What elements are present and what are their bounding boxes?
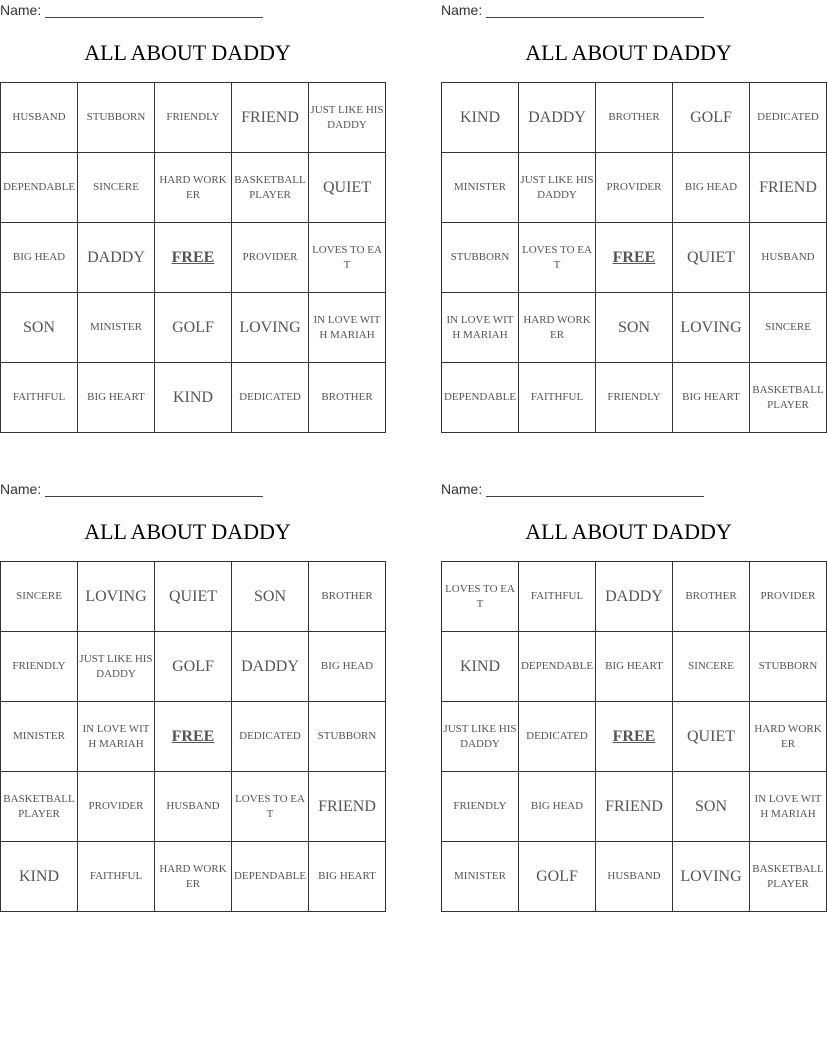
name-label: Name: xyxy=(0,481,42,497)
grid-row xyxy=(442,632,827,702)
bingo-cell[interactable]: FRIENDLY xyxy=(1,632,78,702)
bingo-cell[interactable]: BROTHER xyxy=(596,83,673,153)
bingo-grid xyxy=(441,561,827,912)
grid-row xyxy=(442,363,827,433)
bingo-cell[interactable]: SINCERE xyxy=(750,293,827,363)
name-underline xyxy=(45,482,263,497)
grid-row xyxy=(1,83,386,153)
grid-row xyxy=(442,83,827,153)
bingo-cell[interactable]: HUSBAND xyxy=(596,842,673,912)
bingo-cell[interactable]: FAITHFUL xyxy=(78,842,155,912)
bingo-cell[interactable]: SINCERE xyxy=(78,153,155,223)
bingo-cell[interactable]: DEPENDABLE xyxy=(1,153,78,223)
bingo-cell[interactable]: FAITHFUL xyxy=(519,562,596,632)
bingo-cell[interactable]: SON xyxy=(1,293,78,363)
bingo-cell[interactable]: LOVING xyxy=(673,842,750,912)
bingo-cell[interactable]: DADDY xyxy=(78,223,155,293)
bingo-cell[interactable]: BASKETBALL PLAYER xyxy=(750,363,827,433)
grid-row xyxy=(1,842,386,912)
bingo-cell[interactable]: MINISTER xyxy=(78,293,155,363)
bingo-cell[interactable]: QUIET xyxy=(155,562,232,632)
bingo-cell[interactable]: SON xyxy=(232,562,309,632)
bingo-cell[interactable]: FRIENDLY xyxy=(596,363,673,433)
bingo-cell[interactable]: KIND xyxy=(155,363,232,433)
bingo-cell[interactable]: BIG HEART xyxy=(673,363,750,433)
bingo-cell[interactable]: LOVES TO EAT xyxy=(232,772,309,842)
bingo-cell[interactable]: DEPENDABLE xyxy=(519,632,596,702)
bingo-grid xyxy=(441,82,827,433)
bingo-cell[interactable]: IN LOVE WITH MARIAH xyxy=(750,772,827,842)
bingo-cell[interactable]: GOLF xyxy=(155,632,232,702)
name-underline xyxy=(486,482,704,497)
bingo-cell[interactable]: STUBBORN xyxy=(78,83,155,153)
grid-row xyxy=(442,153,827,223)
bingo-cell[interactable]: DADDY xyxy=(519,83,596,153)
name-underline xyxy=(45,3,263,18)
bingo-cell[interactable]: PROVIDER xyxy=(750,562,827,632)
bingo-cell[interactable]: GOLF xyxy=(673,83,750,153)
name-label: Name: xyxy=(441,481,483,497)
bingo-cell[interactable]: LOVES TO EAT xyxy=(309,223,386,293)
name-field[interactable] xyxy=(0,481,263,497)
bingo-cell[interactable]: DEDICATED xyxy=(232,363,309,433)
bingo-cell[interactable]: LOVING xyxy=(673,293,750,363)
bingo-cell[interactable]: DEDICATED xyxy=(232,702,309,772)
name-field[interactable] xyxy=(0,2,263,18)
bingo-cell[interactable]: DEPENDABLE xyxy=(232,842,309,912)
bingo-cell[interactable]: BIG HEAD xyxy=(1,223,78,293)
bingo-cell[interactable]: KIND xyxy=(442,83,519,153)
card-title: ALL ABOUT DADDY xyxy=(84,519,291,544)
bingo-cell[interactable]: HARD WORKER xyxy=(519,293,596,363)
card-title: ALL ABOUT DADDY xyxy=(525,40,732,65)
bingo-cell[interactable]: HUSBAND xyxy=(155,772,232,842)
bingo-cell[interactable]: FRIEND xyxy=(309,772,386,842)
bingo-cell[interactable]: DEPENDABLE xyxy=(442,363,519,433)
bingo-grid xyxy=(0,82,386,433)
card-title: ALL ABOUT DADDY xyxy=(84,40,291,65)
bingo-cell[interactable]: JUST LIKE HIS DADDY xyxy=(519,153,596,223)
bingo-cell[interactable]: MINISTER xyxy=(1,702,78,772)
grid-row xyxy=(1,153,386,223)
free-space-cell[interactable]: FREE xyxy=(596,702,673,772)
grid-row xyxy=(442,842,827,912)
bingo-cell[interactable]: JUST LIKE HIS DADDY xyxy=(442,702,519,772)
grid-row xyxy=(1,293,386,363)
free-space-cell[interactable]: FREE xyxy=(155,702,232,772)
bingo-cell[interactable]: FRIENDLY xyxy=(442,772,519,842)
bingo-cell[interactable]: LOVES TO EAT xyxy=(442,562,519,632)
bingo-cell[interactable]: FAITHFUL xyxy=(519,363,596,433)
name-label: Name: xyxy=(441,2,483,18)
bingo-cell[interactable]: SON xyxy=(673,772,750,842)
bingo-cell[interactable]: KIND xyxy=(1,842,78,912)
bingo-cell[interactable]: GOLF xyxy=(519,842,596,912)
bingo-cell[interactable]: PROVIDER xyxy=(232,223,309,293)
bingo-cell[interactable]: FAITHFUL xyxy=(1,363,78,433)
bingo-cell[interactable]: BASKETBALL PLAYER xyxy=(232,153,309,223)
bingo-cell[interactable]: HARD WORKER xyxy=(155,153,232,223)
bingo-cell[interactable]: PROVIDER xyxy=(596,153,673,223)
bingo-grid xyxy=(0,561,386,912)
bingo-cell[interactable]: QUIET xyxy=(673,223,750,293)
bingo-cell[interactable]: GOLF xyxy=(155,293,232,363)
bingo-cell[interactable]: IN LOVE WITH MARIAH xyxy=(442,293,519,363)
bingo-cell[interactable]: STUBBORN xyxy=(750,632,827,702)
bingo-cell[interactable]: LOVING xyxy=(78,562,155,632)
bingo-cell[interactable]: DADDY xyxy=(596,562,673,632)
bingo-cell[interactable]: BIG HEAD xyxy=(519,772,596,842)
bingo-cell[interactable]: SON xyxy=(596,293,673,363)
bingo-cell[interactable]: BASKETBALL PLAYER xyxy=(1,772,78,842)
grid-row xyxy=(442,293,827,363)
card-title: ALL ABOUT DADDY xyxy=(525,519,732,544)
bingo-cell[interactable]: LOVES TO EAT xyxy=(519,223,596,293)
bingo-cell[interactable]: FRIEND xyxy=(232,83,309,153)
grid-row xyxy=(1,363,386,433)
bingo-cell[interactable]: BROTHER xyxy=(309,562,386,632)
bingo-cell[interactable]: HUSBAND xyxy=(1,83,78,153)
bingo-cell[interactable]: JUST LIKE HIS DADDY xyxy=(309,83,386,153)
bingo-cell[interactable]: BIG HEART xyxy=(596,632,673,702)
bingo-cell[interactable]: FRIEND xyxy=(750,153,827,223)
bingo-cell[interactable]: MINISTER xyxy=(442,842,519,912)
grid-row xyxy=(442,562,827,632)
bingo-cell[interactable]: PROVIDER xyxy=(78,772,155,842)
bingo-cell[interactable]: BIG HEART xyxy=(78,363,155,433)
grid-row xyxy=(1,632,386,702)
bingo-cell[interactable]: STUBBORN xyxy=(309,702,386,772)
bingo-cell[interactable]: BIG HEART xyxy=(309,842,386,912)
bingo-cell[interactable]: DADDY xyxy=(232,632,309,702)
bingo-cell[interactable]: MINISTER xyxy=(442,153,519,223)
bingo-cell[interactable]: FRIENDLY xyxy=(155,83,232,153)
name-underline xyxy=(486,3,704,18)
bingo-cell[interactable]: BIG HEAD xyxy=(673,153,750,223)
bingo-cell[interactable]: IN LOVE WITH MARIAH xyxy=(309,293,386,363)
bingo-cell[interactable]: SINCERE xyxy=(673,632,750,702)
bingo-cell[interactable]: BROTHER xyxy=(309,363,386,433)
grid-row xyxy=(442,223,827,293)
bingo-cell[interactable]: HARD WORKER xyxy=(750,702,827,772)
grid-row xyxy=(442,702,827,772)
bingo-cell[interactable]: KIND xyxy=(442,632,519,702)
free-space-cell[interactable]: FREE xyxy=(155,223,232,293)
bingo-cell[interactable]: QUIET xyxy=(673,702,750,772)
grid-row xyxy=(1,562,386,632)
grid-row xyxy=(442,772,827,842)
name-field[interactable] xyxy=(441,2,704,18)
bingo-cell[interactable]: BIG HEAD xyxy=(309,632,386,702)
bingo-cell[interactable]: QUIET xyxy=(309,153,386,223)
bingo-cell[interactable]: DEDICATED xyxy=(750,83,827,153)
bingo-cell[interactable]: STUBBORN xyxy=(442,223,519,293)
bingo-cell[interactable]: HARD WORKER xyxy=(155,842,232,912)
name-field[interactable] xyxy=(441,481,704,497)
bingo-cell[interactable]: DEDICATED xyxy=(519,702,596,772)
bingo-cell[interactable]: FRIEND xyxy=(596,772,673,842)
bingo-cell[interactable]: BROTHER xyxy=(673,562,750,632)
bingo-cell[interactable]: BASKETBALL PLAYER xyxy=(750,842,827,912)
grid-row xyxy=(1,702,386,772)
bingo-cell[interactable]: SINCERE xyxy=(1,562,78,632)
grid-row xyxy=(1,223,386,293)
name-label: Name: xyxy=(0,2,42,18)
grid-row xyxy=(1,772,386,842)
bingo-cell[interactable]: HUSBAND xyxy=(750,223,827,293)
bingo-cell[interactable]: IN LOVE WITH MARIAH xyxy=(78,702,155,772)
free-space-cell[interactable]: FREE xyxy=(596,223,673,293)
bingo-cell[interactable]: JUST LIKE HIS DADDY xyxy=(78,632,155,702)
bingo-cell[interactable]: LOVING xyxy=(232,293,309,363)
